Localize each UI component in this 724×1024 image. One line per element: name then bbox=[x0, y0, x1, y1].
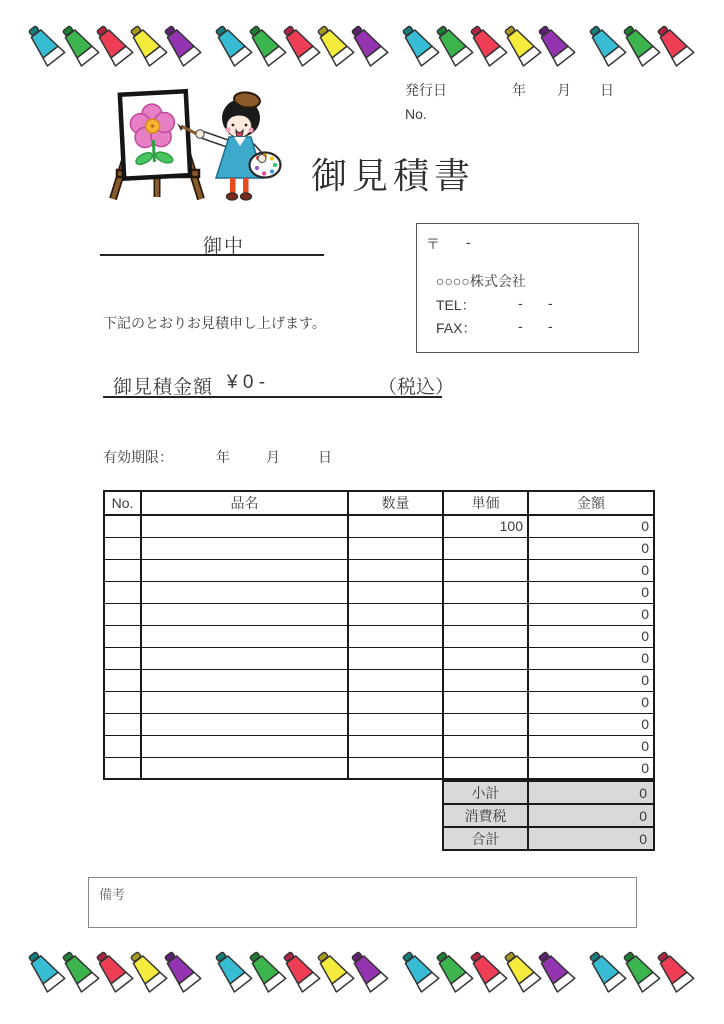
cell-amount: 0 bbox=[528, 757, 654, 779]
paint-tube-group bbox=[215, 22, 385, 68]
cell-unit_price bbox=[443, 537, 528, 559]
paint-tube-cyan-icon bbox=[215, 948, 249, 994]
paint-tube-yellow-icon bbox=[504, 948, 538, 994]
table-header-row bbox=[104, 491, 654, 515]
table-row bbox=[104, 603, 654, 625]
paint-tube-yellow-icon bbox=[130, 22, 164, 68]
cell-qty bbox=[348, 669, 443, 691]
paint-tube-green-icon bbox=[62, 948, 96, 994]
cell-amount: 0 bbox=[528, 625, 654, 647]
cell-qty bbox=[348, 515, 443, 537]
paint-tube-red-icon bbox=[96, 22, 130, 68]
tel-number-part1: - bbox=[518, 295, 523, 311]
cell-item bbox=[141, 559, 348, 581]
paint-tube-red-icon bbox=[657, 948, 691, 994]
paint-tube-group bbox=[28, 948, 198, 994]
paint-tube-group bbox=[402, 22, 572, 68]
paint-tube-border-bottom bbox=[28, 948, 691, 994]
table-row bbox=[104, 757, 654, 779]
cell-item bbox=[141, 603, 348, 625]
cell-amount: 0 bbox=[528, 669, 654, 691]
table-row bbox=[104, 581, 654, 603]
cell-qty bbox=[348, 537, 443, 559]
cell-qty bbox=[348, 713, 443, 735]
paint-tube-cyan-icon bbox=[589, 948, 623, 994]
paint-tube-red-icon bbox=[657, 22, 691, 68]
fax-label: FAX： bbox=[436, 320, 477, 336]
paint-tube-purple-icon bbox=[351, 948, 385, 994]
cell-unit_price: 100 bbox=[443, 515, 528, 537]
paint-tube-cyan-icon bbox=[589, 22, 623, 68]
cell-unit_price bbox=[443, 625, 528, 647]
cell-qty bbox=[348, 581, 443, 603]
cell-unit_price bbox=[443, 691, 528, 713]
cell-no bbox=[104, 625, 141, 647]
remarks-label: 備考 bbox=[99, 887, 126, 902]
paint-tube-red-icon bbox=[470, 948, 504, 994]
paint-tube-yellow-icon bbox=[504, 22, 538, 68]
sender-info-box bbox=[416, 223, 639, 353]
cell-item bbox=[141, 691, 348, 713]
cell-no bbox=[104, 581, 141, 603]
cell-unit_price bbox=[443, 603, 528, 625]
amount-underline bbox=[103, 396, 442, 398]
paint-tube-green-icon bbox=[436, 22, 470, 68]
totals-value: 0 bbox=[528, 804, 654, 827]
cell-qty bbox=[348, 735, 443, 757]
cell-qty bbox=[348, 559, 443, 581]
tel-label: TEL： bbox=[436, 297, 476, 313]
cell-amount: 0 bbox=[528, 691, 654, 713]
totals-value: 0 bbox=[528, 827, 654, 850]
table-row bbox=[104, 515, 654, 537]
table-row bbox=[104, 559, 654, 581]
paint-tube-purple-icon bbox=[164, 948, 198, 994]
page-title: 御見積書 bbox=[311, 155, 476, 196]
table-row bbox=[104, 713, 654, 735]
paint-tube-green-icon bbox=[249, 22, 283, 68]
cell-unit_price bbox=[443, 757, 528, 779]
cell-no bbox=[104, 735, 141, 757]
paint-tube-green-icon bbox=[623, 948, 657, 994]
cell-amount: 0 bbox=[528, 537, 654, 559]
validity-label: 有効期限： bbox=[103, 449, 173, 465]
cell-qty bbox=[348, 691, 443, 713]
postal-code: - bbox=[466, 234, 471, 250]
issue-month-label: 月 bbox=[557, 82, 571, 98]
paint-tube-group bbox=[589, 948, 691, 994]
fax-number-part1: - bbox=[518, 318, 523, 334]
validity-month-label: 月 bbox=[266, 449, 280, 465]
cell-qty bbox=[348, 757, 443, 779]
painter-illustration bbox=[95, 85, 285, 205]
cell-no bbox=[104, 537, 141, 559]
cell-amount: 0 bbox=[528, 581, 654, 603]
validity-day-label: 日 bbox=[318, 449, 332, 465]
cell-unit_price bbox=[443, 713, 528, 735]
cell-item bbox=[141, 515, 348, 537]
paint-tube-red-icon bbox=[96, 948, 130, 994]
table-row bbox=[104, 669, 654, 691]
paint-tube-purple-icon bbox=[538, 22, 572, 68]
paint-tube-red-icon bbox=[283, 948, 317, 994]
totals-table bbox=[442, 780, 655, 851]
paint-tube-purple-icon bbox=[164, 22, 198, 68]
paint-tube-group bbox=[589, 22, 691, 68]
paint-tube-purple-icon bbox=[351, 22, 385, 68]
totals-row bbox=[443, 804, 654, 827]
cell-no bbox=[104, 669, 141, 691]
paint-tube-green-icon bbox=[62, 22, 96, 68]
estimate-amount-label: 御見積金額 bbox=[113, 377, 214, 398]
paint-tube-cyan-icon bbox=[402, 22, 436, 68]
paint-tube-border-top bbox=[28, 22, 691, 68]
cell-no bbox=[104, 515, 141, 537]
tax-included-note: （税込） bbox=[378, 377, 455, 398]
issue-date-label: 発行日 bbox=[405, 82, 447, 98]
tel-number-part2: - bbox=[548, 295, 553, 311]
cell-no bbox=[104, 757, 141, 779]
estimate-amount-value: ¥ 0 - bbox=[227, 372, 266, 393]
totals-row bbox=[443, 827, 654, 850]
greeting-text: 下記のとおりお見積申し上げます。 bbox=[103, 315, 326, 331]
totals-label: 合計 bbox=[443, 827, 528, 850]
cell-no bbox=[104, 603, 141, 625]
items-table bbox=[103, 490, 655, 780]
cell-amount: 0 bbox=[528, 603, 654, 625]
cell-item bbox=[141, 669, 348, 691]
cell-item bbox=[141, 581, 348, 603]
cell-item bbox=[141, 713, 348, 735]
cell-unit_price bbox=[443, 669, 528, 691]
cell-unit_price bbox=[443, 735, 528, 757]
cell-amount: 0 bbox=[528, 713, 654, 735]
paint-tube-cyan-icon bbox=[402, 948, 436, 994]
paint-tube-cyan-icon bbox=[215, 22, 249, 68]
cell-no bbox=[104, 559, 141, 581]
sender-fax-row bbox=[436, 318, 596, 338]
column-header-0: No. bbox=[104, 491, 141, 515]
sender-company-name: ○○○○株式会社 bbox=[436, 273, 526, 289]
paint-tube-yellow-icon bbox=[317, 948, 351, 994]
table-row bbox=[104, 625, 654, 647]
cell-item bbox=[141, 757, 348, 779]
postal-mark: 〒 bbox=[426, 236, 440, 252]
issue-day-label: 日 bbox=[600, 82, 614, 98]
cell-unit_price bbox=[443, 581, 528, 603]
paint-tube-group bbox=[402, 948, 572, 994]
paint-tube-yellow-icon bbox=[130, 948, 164, 994]
sender-tel-row bbox=[436, 295, 596, 315]
fax-number-part2: - bbox=[548, 318, 553, 334]
cell-no bbox=[104, 713, 141, 735]
paint-tube-green-icon bbox=[249, 948, 283, 994]
cell-amount: 0 bbox=[528, 559, 654, 581]
cell-amount: 0 bbox=[528, 647, 654, 669]
cell-item bbox=[141, 537, 348, 559]
paint-tube-yellow-icon bbox=[317, 22, 351, 68]
validity-year-label: 年 bbox=[216, 449, 230, 465]
cell-qty bbox=[348, 603, 443, 625]
cell-amount: 0 bbox=[528, 515, 654, 537]
cell-qty bbox=[348, 647, 443, 669]
cell-amount: 0 bbox=[528, 735, 654, 757]
recipient-name-line bbox=[100, 254, 324, 256]
cell-no bbox=[104, 647, 141, 669]
paint-tube-cyan-icon bbox=[28, 948, 62, 994]
table-row bbox=[104, 647, 654, 669]
cell-no bbox=[104, 691, 141, 713]
cell-qty bbox=[348, 625, 443, 647]
paint-tube-red-icon bbox=[470, 22, 504, 68]
remarks-box bbox=[88, 877, 637, 928]
table-row bbox=[104, 691, 654, 713]
paint-tube-red-icon bbox=[283, 22, 317, 68]
totals-label: 小計 bbox=[443, 781, 528, 804]
column-header-4: 金額 bbox=[528, 491, 654, 515]
cell-item bbox=[141, 647, 348, 669]
column-header-2: 数量 bbox=[348, 491, 443, 515]
totals-value: 0 bbox=[528, 781, 654, 804]
paint-tube-cyan-icon bbox=[28, 22, 62, 68]
table-row bbox=[104, 735, 654, 757]
cell-unit_price bbox=[443, 559, 528, 581]
cell-item bbox=[141, 625, 348, 647]
paint-tube-green-icon bbox=[623, 22, 657, 68]
cell-unit_price bbox=[443, 647, 528, 669]
paint-tube-purple-icon bbox=[538, 948, 572, 994]
column-header-1: 品名 bbox=[141, 491, 348, 515]
paint-tube-group bbox=[28, 22, 198, 68]
recipient-honorific: 御中 bbox=[203, 236, 246, 257]
document-number-label: No. bbox=[405, 106, 427, 122]
totals-row bbox=[443, 781, 654, 804]
totals-label: 消費税 bbox=[443, 804, 528, 827]
paint-tube-green-icon bbox=[436, 948, 470, 994]
issue-year-label: 年 bbox=[512, 82, 526, 98]
cell-item bbox=[141, 735, 348, 757]
column-header-3: 単価 bbox=[443, 491, 528, 515]
paint-tube-group bbox=[215, 948, 385, 994]
table-row bbox=[104, 537, 654, 559]
